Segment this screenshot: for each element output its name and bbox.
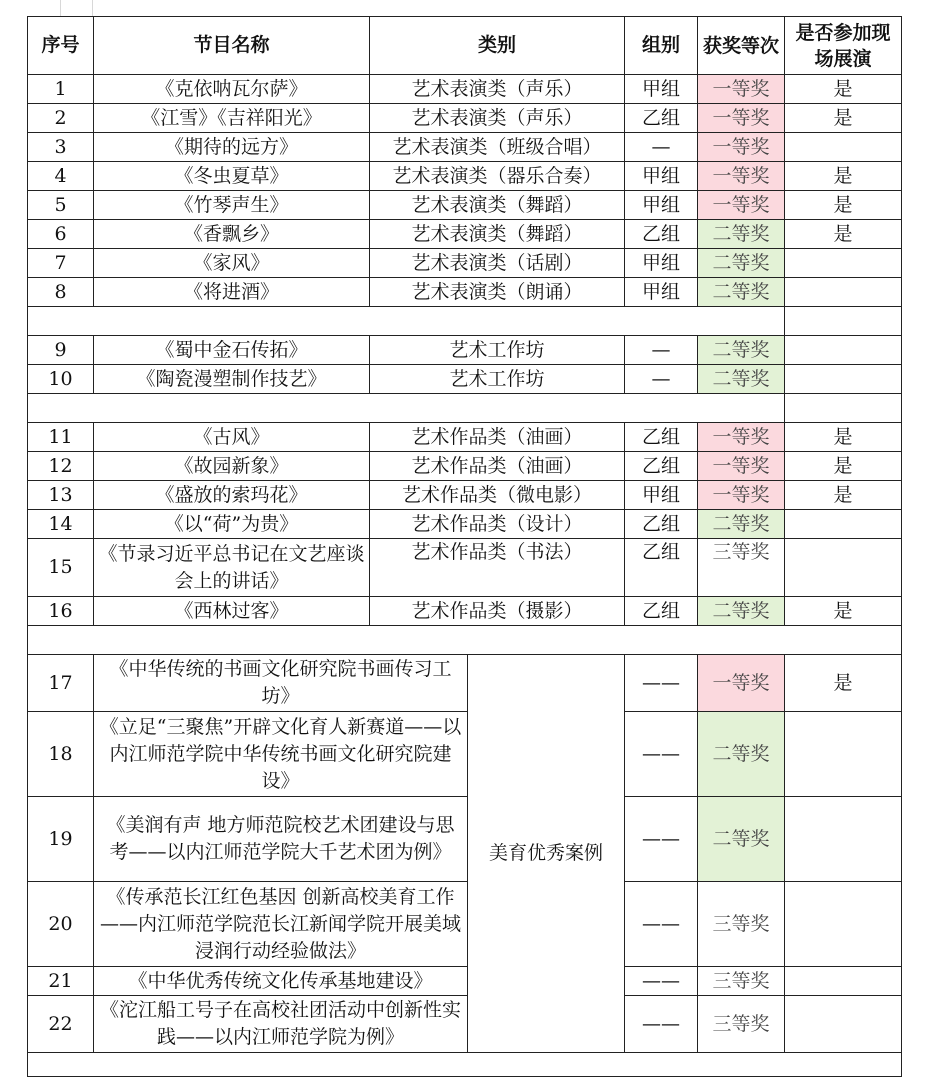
cell-name: 《以“荷”为贵》 (94, 510, 370, 539)
cell-group: 乙组 (625, 452, 698, 481)
cell-live (785, 510, 902, 539)
cell-award: 一等奖 (698, 423, 785, 452)
cell-name: 《陶瓷漫塑制作技艺》 (94, 365, 370, 394)
cell-group: 甲组 (625, 481, 698, 510)
cell-group: 甲组 (625, 75, 698, 104)
cell-award: 二等奖 (698, 220, 785, 249)
separator-cell (28, 307, 785, 336)
cell-no: 5 (28, 191, 94, 220)
cell-live (785, 996, 902, 1053)
cell-no: 20 (28, 882, 94, 967)
cell-no: 16 (28, 597, 94, 626)
cell-no: 19 (28, 797, 94, 882)
cell-no: 3 (28, 133, 94, 162)
cell-live: 是 (785, 597, 902, 626)
cell-group: 乙组 (625, 423, 698, 452)
cell-name: 《中华传统的书画文化研究院书画传习工坊》 (94, 655, 468, 712)
cell-award: 三等奖 (698, 882, 785, 967)
cell-no: 14 (28, 510, 94, 539)
cell-group: 甲组 (625, 162, 698, 191)
cell-group: 乙组 (625, 104, 698, 133)
cell-group: —— (625, 996, 698, 1053)
trailing-row (28, 1053, 902, 1077)
cell-live: 是 (785, 481, 902, 510)
header-no: 序号 (28, 17, 94, 75)
cell-award: 二等奖 (698, 365, 785, 394)
cell-category: 艺术作品类（书法） (370, 539, 625, 597)
cell-category: 艺术作品类（油画） (370, 452, 625, 481)
header-award: 获奖等次 (698, 17, 785, 75)
cell-category: 艺术表演类（话剧） (370, 249, 625, 278)
cell-category: 艺术表演类（班级合唱） (370, 133, 625, 162)
cell-category: 艺术表演类（声乐） (370, 104, 625, 133)
cell-award: 一等奖 (698, 452, 785, 481)
table-row (28, 797, 902, 882)
cell-name: 《克依呐瓦尔萨》 (94, 75, 370, 104)
separator-cell (28, 394, 785, 423)
cell-no: 17 (28, 655, 94, 712)
cell-name: 《江雪》《吉祥阳光》 (94, 104, 370, 133)
cell-award: 一等奖 (698, 481, 785, 510)
cell-award: 二等奖 (698, 797, 785, 882)
cell-live (785, 712, 902, 797)
cell-name: 《美润有声 地方师范院校艺术团建设与思考——以内江师范学院大千艺术团为例》 (94, 797, 468, 882)
cell-live: 是 (785, 655, 902, 712)
cell-name: 《蜀中金石传拓》 (94, 336, 370, 365)
table-row (28, 191, 902, 220)
cell-name: 《香飘乡》 (94, 220, 370, 249)
cell-name: 《沱江船工号子在高校社团活动中创新性实践——以内江师范学院为例》 (94, 996, 468, 1053)
table-row (28, 967, 902, 996)
cell-category: 艺术工作坊 (370, 365, 625, 394)
cell-award: 二等奖 (698, 597, 785, 626)
separator-row (28, 626, 902, 655)
cell-group: 乙组 (625, 220, 698, 249)
table-row (28, 423, 902, 452)
cell-no: 8 (28, 278, 94, 307)
cell-name: 《传承范长江红色基因 创新高校美育工作——内江师范学院范长江新闻学院开展美域浸润行动经验做法》 (94, 882, 468, 967)
cell-live (785, 365, 902, 394)
header-name: 节目名称 (94, 17, 370, 75)
table-row (28, 996, 902, 1053)
cell-category: 艺术作品类（设计） (370, 510, 625, 539)
header-row (28, 17, 902, 75)
cell-live (785, 882, 902, 967)
table-row (28, 481, 902, 510)
award-table (27, 16, 902, 1077)
cell-live: 是 (785, 452, 902, 481)
cell-group: 甲组 (625, 191, 698, 220)
cell-no: 12 (28, 452, 94, 481)
cell-award: 二等奖 (698, 278, 785, 307)
cell-no: 9 (28, 336, 94, 365)
header-group: 组别 (625, 17, 698, 75)
cell-no: 6 (28, 220, 94, 249)
separator-row (28, 307, 902, 336)
cell-award: 二等奖 (698, 510, 785, 539)
cell-category: 艺术作品类（油画） (370, 423, 625, 452)
cell-category: 艺术表演类（器乐合奏） (370, 162, 625, 191)
table-row (28, 220, 902, 249)
cell-no: 4 (28, 162, 94, 191)
table-row (28, 133, 902, 162)
cell-live (785, 278, 902, 307)
cell-name: 《冬虫夏草》 (94, 162, 370, 191)
cell-name: 《节录习近平总书记在文艺座谈会上的讲话》 (94, 539, 370, 597)
cell-name: 《期待的远方》 (94, 133, 370, 162)
cell-award: 一等奖 (698, 162, 785, 191)
cell-category: 艺术工作坊 (370, 336, 625, 365)
cell-no: 2 (28, 104, 94, 133)
cell-award: 三等奖 (698, 996, 785, 1053)
header-category: 类别 (370, 17, 625, 75)
table-row (28, 75, 902, 104)
cell-name: 《古风》 (94, 423, 370, 452)
cell-name: 《盛放的索玛花》 (94, 481, 370, 510)
header-live: 是否参加现场展演 (785, 17, 902, 75)
cell-group: —— (625, 712, 698, 797)
cell-category: 艺术表演类（舞蹈） (370, 191, 625, 220)
separator-cell (785, 394, 902, 423)
table-row (28, 104, 902, 133)
separator-cell (785, 307, 902, 336)
table-row (28, 249, 902, 278)
table-row (28, 278, 902, 307)
cell-name: 《家风》 (94, 249, 370, 278)
table-row (28, 655, 902, 712)
column-guide (60, 0, 61, 16)
cell-no: 22 (28, 996, 94, 1053)
cell-live (785, 249, 902, 278)
cell-group: 乙组 (625, 510, 698, 539)
cell-group: 乙组 (625, 597, 698, 626)
table-row (28, 162, 902, 191)
table-row (28, 882, 902, 967)
cell-live: 是 (785, 104, 902, 133)
cell-group: — (625, 336, 698, 365)
table-row (28, 510, 902, 539)
cell-award: 一等奖 (698, 191, 785, 220)
cell-live (785, 797, 902, 882)
separator-row (28, 394, 902, 423)
cell-no: 11 (28, 423, 94, 452)
cell-name: 《竹琴声生》 (94, 191, 370, 220)
table-row (28, 336, 902, 365)
cell-award: 三等奖 (698, 539, 785, 597)
cell-live (785, 336, 902, 365)
cell-group: —— (625, 655, 698, 712)
cell-live (785, 967, 902, 996)
cell-live: 是 (785, 220, 902, 249)
cell-no: 7 (28, 249, 94, 278)
cell-award: 二等奖 (698, 249, 785, 278)
table-row (28, 597, 902, 626)
cell-name: 《中华优秀传统文化传承基地建设》 (94, 967, 468, 996)
cell-category: 艺术表演类（朗诵） (370, 278, 625, 307)
trailing-cell (28, 1053, 902, 1077)
cell-live: 是 (785, 162, 902, 191)
cell-live (785, 133, 902, 162)
cell-category: 艺术表演类（舞蹈） (370, 220, 625, 249)
cell-category: 艺术表演类（声乐） (370, 75, 625, 104)
cell-group: 甲组 (625, 278, 698, 307)
table-row (28, 452, 902, 481)
cell-group: —— (625, 882, 698, 967)
cell-no: 1 (28, 75, 94, 104)
cell-no: 10 (28, 365, 94, 394)
cell-award: 一等奖 (698, 655, 785, 712)
cell-group: — (625, 133, 698, 162)
cell-name: 《故园新象》 (94, 452, 370, 481)
cell-live: 是 (785, 191, 902, 220)
cell-award: 一等奖 (698, 133, 785, 162)
cell-group: 甲组 (625, 249, 698, 278)
cell-award: 一等奖 (698, 104, 785, 133)
table-row (28, 365, 902, 394)
table-row (28, 712, 902, 797)
cell-no: 21 (28, 967, 94, 996)
table-row (28, 539, 902, 597)
cell-group: — (625, 365, 698, 394)
cell-group: —— (625, 797, 698, 882)
cell-live: 是 (785, 75, 902, 104)
cell-name: 《西林过客》 (94, 597, 370, 626)
cell-award: 三等奖 (698, 967, 785, 996)
cell-category-merged: 美育优秀案例 (468, 655, 625, 1053)
cell-award: 二等奖 (698, 336, 785, 365)
cell-group: 乙组 (625, 539, 698, 597)
cell-live (785, 539, 902, 597)
cell-no: 15 (28, 539, 94, 597)
cell-no: 13 (28, 481, 94, 510)
cell-category: 艺术作品类（摄影） (370, 597, 625, 626)
column-guide (92, 0, 93, 16)
cell-award: 一等奖 (698, 75, 785, 104)
cell-category: 艺术作品类（微电影） (370, 481, 625, 510)
cell-no: 18 (28, 712, 94, 797)
cell-name: 《将进酒》 (94, 278, 370, 307)
cell-live: 是 (785, 423, 902, 452)
cell-name: 《立足“三聚焦”开辟文化育人新赛道——以内江师范学院中华传统书画文化研究院建设》 (94, 712, 468, 797)
cell-group: —— (625, 967, 698, 996)
cell-award: 二等奖 (698, 712, 785, 797)
separator-cell (28, 626, 902, 655)
